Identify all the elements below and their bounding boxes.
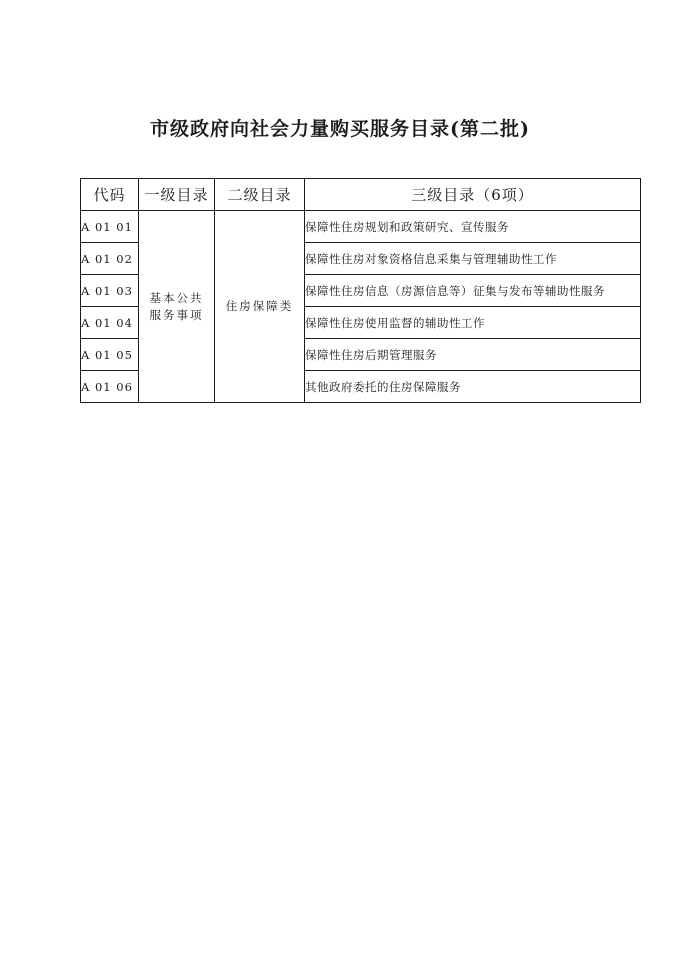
cell-level1	[139, 211, 215, 403]
table-row	[81, 211, 641, 243]
cell-item: 保障性住房信息（房源信息等）征集与发布等辅助性服务	[305, 275, 641, 307]
cell-code: A 01 02	[81, 243, 139, 275]
header-code: 代码	[81, 179, 139, 211]
level1-line1: 基本公共	[149, 290, 204, 305]
header-level2: 二级目录	[215, 179, 305, 211]
cell-code: A 01 05	[81, 339, 139, 371]
cell-code: A 01 04	[81, 307, 139, 339]
document-title: 市级政府向社会力量购买服务目录(第二批)	[150, 118, 530, 140]
header-level3: 三级目录（6项）	[305, 179, 641, 211]
service-catalog-table	[80, 178, 641, 403]
cell-item: 保障性住房后期管理服务	[305, 339, 641, 371]
header-level1: 一级目录	[139, 179, 215, 211]
cell-code: A 01 03	[81, 275, 139, 307]
cell-item: 保障性住房规划和政策研究、宣传服务	[305, 211, 641, 243]
cell-code: A 01 06	[81, 371, 139, 403]
cell-item: 保障性住房使用监督的辅助性工作	[305, 307, 641, 339]
level1-line2: 服务事项	[149, 307, 204, 322]
cell-code: A 01 01	[81, 211, 139, 243]
table-header-row	[81, 179, 641, 211]
cell-level2: 住房保障类	[215, 211, 305, 403]
cell-item: 保障性住房对象资格信息采集与管理辅助性工作	[305, 243, 641, 275]
cell-item: 其他政府委托的住房保障服务	[305, 371, 641, 403]
